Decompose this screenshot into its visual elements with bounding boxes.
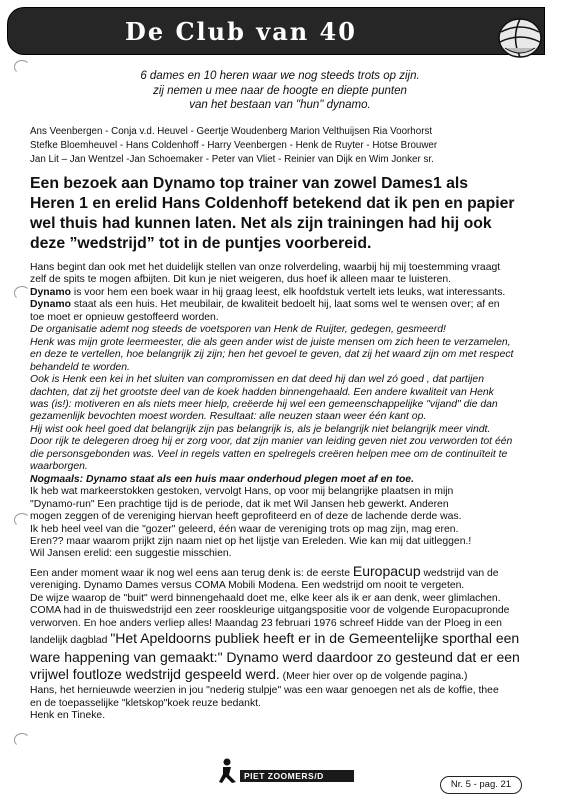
dynamo-bold: Dynamo bbox=[30, 299, 71, 311]
body-line: dachten, dat zij het grootste deel van de koek hadden binnengehaald. Een andere kwaliteit van Henk bbox=[30, 386, 494, 398]
body-line: mogen zeggen of de vereniging hiervan heeft geprofiteerd en of deze de lachende derde was. bbox=[30, 511, 462, 523]
body-line bbox=[30, 666, 555, 685]
page-number-badge: Nr. 5 - pag. 21 bbox=[440, 776, 522, 794]
body-line: COMA had in de thuiswedstrijd een zeer rooskleurige uitgangspositie voor de volgende Europacupronde bbox=[30, 605, 510, 617]
body-span: is voor hem een boek waar in hij graag leest, elk hoofdstuk vertelt iets leuks, wat interessants. bbox=[71, 286, 506, 298]
article-headline bbox=[30, 174, 550, 254]
body-span: (Meer hier over op de volgende pagina.) bbox=[279, 671, 468, 683]
intro-line: van het bestaan van "hun" dynamo. bbox=[189, 99, 371, 111]
binder-hole-mark bbox=[14, 513, 30, 527]
body-line: Hans, het hernieuwde weerzien in jou "nederig stulpje" was een waar genoegen net als de koffie, thee bbox=[30, 685, 499, 697]
body-line: vereniging. Dynamo Dames versus COMA Mobili Modena. Een wedstrijd om nooit te vergeten. bbox=[30, 580, 465, 592]
body-line: "Dynamo-run" Een prachtige tijd is de periode, dat ik met Wil Jansen heb gewerkt. Anderen bbox=[30, 498, 449, 510]
body-line: Ik heb wat markeerstokken gestoken, vervolgt Hans, op voor mij belangrijke plaatsen in mijn bbox=[30, 486, 454, 498]
body-line: behandeld te worden. bbox=[30, 361, 130, 373]
body-line: die personsgebonden was. Veel in regels vatten en spelregels creëren helpen mee om de continuïteit te bbox=[30, 448, 508, 460]
body-line: verworven. En hoe anders verliep alles! Maandag 23 februari 1976 schreef Hidde van der Ploeg in een bbox=[30, 617, 502, 629]
body-line: gezamenlijk bevochten moest worden. Resultaat: alle neuzen staan weer één kant op. bbox=[30, 411, 427, 423]
quote-line: vrijwel foutloze wedstrijd gespeeld werd. bbox=[30, 666, 280, 683]
body-line: toe moet er opnieuw gestoffeerd worden. bbox=[30, 311, 219, 323]
names-line: Stefke Bloemheuvel - Hans Coldenhoff - Harry Veenbergen - Henk de Ruyter - Hotse Brouwer bbox=[30, 140, 438, 151]
body-line: Door rijk te delegeren droeg hij er zorg voor, dat zijn manier van leiding geven niet zou verworden tot één bbox=[30, 436, 513, 448]
body-span: Een ander moment waar ik nog wel eens aan terug denk is: de eerste bbox=[30, 567, 353, 579]
body-line: was (is!): motiveren en als niets meer hielp, creëerde hij wel een gemeenschappelijke "vijand" die dan bbox=[30, 398, 498, 410]
body-line: Eren?? maar waarom prijkt zijn naam niet op het lijstje van Ereleden. Wie kan mij dat uitleggen.! bbox=[30, 535, 472, 547]
body-line: Henk was mijn grote leermeester, die als geen ander wist de juiste mensen om zich heen te verzamelen, bbox=[30, 336, 511, 348]
body-line: Hij wist ook heel goed dat belangrijk zijn pas belangrijk is, als je belangrijk niet belangrijk meer vindt. bbox=[30, 423, 491, 435]
body-line: en de toepasselijke "kletskop"koek reuze bedankt. bbox=[30, 697, 261, 709]
member-names bbox=[30, 125, 550, 167]
binder-hole-mark bbox=[14, 286, 30, 300]
body-line: zelf de spits te mogen afbijten. Dit kun je niet weigeren, dus hoef ik alleen maar te luisteren. bbox=[30, 274, 452, 286]
signature-line: Henk en Tineke. bbox=[30, 710, 106, 722]
body-line bbox=[30, 562, 555, 580]
headline-line: Een bezoek aan Dynamo top trainer van zowel Dames1 als bbox=[30, 175, 469, 192]
intro-line: 6 dames en 10 heren waar we nog steeds trots op zijn. bbox=[140, 70, 420, 82]
page-title: De Club van 40 bbox=[125, 17, 357, 46]
sponsor-logo-text: PIET ZOOMERS/D bbox=[240, 770, 354, 782]
body-span: wedstrijd van de bbox=[420, 567, 499, 579]
quote-line: "Het Apeldoorns publiek heeft er in de Gemeentelijke sporthal een bbox=[110, 630, 520, 647]
body-line: Wil Jansen erelid: een suggestie misschien. bbox=[30, 548, 232, 560]
body-line bbox=[30, 630, 555, 649]
headline-line: wel thuis had kunnen laten. Net als zijn trainingen had hij ook bbox=[30, 215, 492, 232]
intro-text bbox=[90, 69, 470, 113]
body-line: en deze te vertellen, hoe belangrijk zij zijn; hen het gevoel te geven, dat zij het waard zijn om met respect bbox=[30, 349, 514, 361]
body-span: landelijk dagblad bbox=[30, 635, 111, 647]
section-heading: Nogmaals: Dynamo staat als een huis maar onderhoud plegen moet af en toe. bbox=[30, 473, 414, 485]
names-line: Ans Veenbergen - Conja v.d. Heuvel - Geertje Woudenberg Marion Velthuijsen Ria Voorhorst bbox=[30, 126, 433, 137]
volleyball-icon bbox=[497, 18, 543, 58]
body-line: Ik heb heel veel van die "gozer" geleerd, één waar de vereniging trots op mag zijn, mag eren. bbox=[30, 523, 459, 535]
intro-line: zij nemen u mee naar de hoogte en diepte punten bbox=[153, 84, 407, 97]
body-line: waarborgen. bbox=[30, 461, 88, 473]
quote-line: ware happening van gemaakt:" Dynamo werd daardoor zo gesteund dat er een bbox=[30, 649, 520, 666]
binder-hole-mark bbox=[14, 733, 30, 747]
body-line: Hans begint dan ook met het duidelijk stellen van onze rolverdeling, waarbij hij mij toestemming vraagt bbox=[30, 262, 501, 273]
article-body bbox=[30, 262, 555, 723]
binder-hole-mark bbox=[14, 60, 30, 74]
names-line: Jan Lit – Jan Wentzel -Jan Schoemaker - Peter van Vliet - Reinier van Dijk en Wim Jonker sr. bbox=[30, 154, 434, 165]
europacup-emphasis: Europacup bbox=[352, 562, 421, 579]
headline-line: Heren 1 en erelid Hans Coldenhoff betekend dat ik pen en papier bbox=[30, 195, 515, 212]
body-line: De organisatie ademt nog steeds de voetsporen van Henk de Ruijter, gedegen, gesmeerd! bbox=[30, 324, 446, 336]
header-banner bbox=[8, 8, 544, 54]
body-line: Ook is Henk een kei in het sluiten van compromissen en dat deed hij dan wel zó goed , dat partijen bbox=[30, 374, 484, 386]
body-line bbox=[30, 287, 555, 299]
body-line bbox=[30, 299, 555, 311]
body-line: De wijze waarop de "buit" werd binnengehaald doet me, elke keer als ik er aan denk, weer glimlachen. bbox=[30, 592, 501, 604]
headline-line: deze ”wedstrijd” tot in de puntjes voorbereid. bbox=[30, 235, 372, 252]
body-span: staat als een huis. Het meubilair, de kwaliteit bedoelt hij, laat soms wel te wensen over; af en bbox=[71, 299, 500, 311]
sponsor-logo-icon bbox=[218, 758, 242, 784]
dynamo-bold: Dynamo bbox=[30, 286, 71, 298]
